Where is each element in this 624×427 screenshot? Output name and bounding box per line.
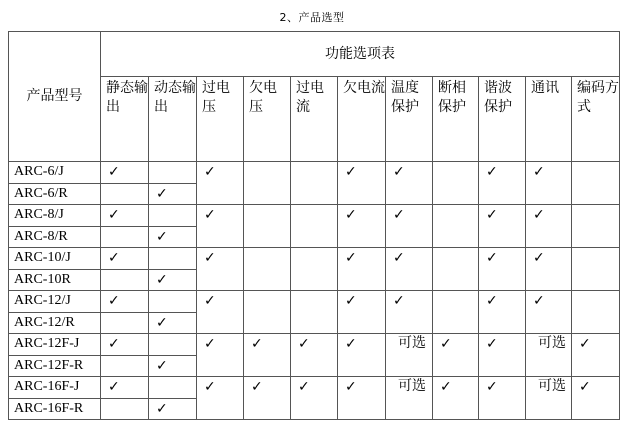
col-header-undervoltage: 欠电压: [244, 77, 291, 162]
check-mark: ✓: [479, 205, 526, 248]
check-mark: ✓: [338, 377, 386, 420]
check-mark: ✓: [479, 291, 526, 334]
check-mark: ✓: [101, 334, 149, 356]
col-header-dynamic-output: 动态输出: [149, 77, 197, 162]
model-column-header: 产品型号: [9, 32, 101, 162]
section-heading: 2、产品选型: [279, 11, 345, 24]
col-header-undercurrent: 欠电流: [338, 77, 386, 162]
col-header-overcurrent: 过电流: [291, 77, 338, 162]
model-cell: ARC-6/J: [9, 162, 101, 184]
header-row-1: [9, 32, 620, 77]
col-header-encoding: 编码方式: [572, 77, 620, 162]
check-mark: ✓: [338, 334, 386, 377]
check-mark: ✓: [101, 377, 149, 399]
table-row: [9, 248, 620, 270]
optional-label: 可选: [526, 377, 572, 420]
table-row: [9, 205, 620, 227]
check-mark: ✓: [197, 162, 244, 205]
check-mark: ✓: [433, 334, 479, 377]
check-mark: ✓: [149, 227, 197, 248]
check-mark: ✓: [479, 248, 526, 291]
check-mark: ✓: [291, 377, 338, 420]
check-mark: ✓: [386, 162, 433, 205]
check-mark: ✓: [291, 334, 338, 377]
check-mark: ✓: [149, 399, 197, 420]
model-cell: ARC-10/J: [9, 248, 101, 270]
function-table-header: 功能选项表: [101, 32, 620, 77]
model-cell: ARC-12/R: [9, 313, 101, 334]
table-row: [9, 377, 620, 399]
check-mark: ✓: [338, 205, 386, 248]
model-cell: ARC-10R: [9, 270, 101, 291]
check-mark: ✓: [479, 377, 526, 420]
model-cell: ARC-8/J: [9, 205, 101, 227]
check-mark: ✓: [149, 184, 197, 205]
product-selection-table: [8, 31, 620, 420]
table-row: [9, 291, 620, 313]
check-mark: ✓: [244, 377, 291, 420]
model-cell: ARC-16F-J: [9, 377, 101, 399]
check-mark: ✓: [338, 162, 386, 205]
optional-label: 可选: [386, 377, 433, 420]
header-row-2: [9, 77, 620, 162]
check-mark: ✓: [149, 313, 197, 334]
check-mark: ✓: [197, 334, 244, 377]
check-mark: ✓: [479, 162, 526, 205]
check-mark: ✓: [197, 291, 244, 334]
check-mark: ✓: [338, 248, 386, 291]
table-row: [9, 162, 620, 184]
check-mark: ✓: [149, 356, 197, 377]
model-cell: ARC-12F-J: [9, 334, 101, 356]
check-mark: ✓: [526, 162, 572, 205]
check-mark: ✓: [197, 248, 244, 291]
check-mark: ✓: [433, 377, 479, 420]
model-cell: ARC-6/R: [9, 184, 101, 205]
check-mark: ✓: [338, 291, 386, 334]
optional-label: 可选: [526, 334, 572, 377]
check-mark: ✓: [149, 270, 197, 291]
col-header-communication: 通讯: [526, 77, 572, 162]
model-cell: ARC-12/J: [9, 291, 101, 313]
check-mark: ✓: [101, 205, 149, 227]
model-cell: ARC-16F-R: [9, 399, 101, 420]
check-mark: ✓: [244, 334, 291, 377]
model-cell: ARC-8/R: [9, 227, 101, 248]
check-mark: ✓: [526, 291, 572, 334]
check-mark: ✓: [386, 205, 433, 248]
check-mark: ✓: [101, 291, 149, 313]
table-row: [9, 334, 620, 356]
check-mark: ✓: [526, 248, 572, 291]
check-mark: ✓: [386, 291, 433, 334]
col-header-overvoltage: 过电压: [197, 77, 244, 162]
col-header-temperature-protection: 温度保护: [386, 77, 433, 162]
check-mark: ✓: [386, 248, 433, 291]
col-header-harmonic-protection: 谐波保护: [479, 77, 526, 162]
model-cell: ARC-12F-R: [9, 356, 101, 377]
col-header-static-output: 静态输出: [101, 77, 149, 162]
check-mark: ✓: [101, 162, 149, 184]
check-mark: ✓: [197, 205, 244, 248]
check-mark: ✓: [197, 377, 244, 420]
check-mark: ✓: [572, 334, 620, 377]
check-mark: ✓: [479, 334, 526, 377]
check-mark: ✓: [572, 377, 620, 420]
check-mark: ✓: [101, 248, 149, 270]
col-header-phase-loss-protection: 断相保护: [433, 77, 479, 162]
optional-label: 可选: [386, 334, 433, 377]
check-mark: ✓: [526, 205, 572, 248]
